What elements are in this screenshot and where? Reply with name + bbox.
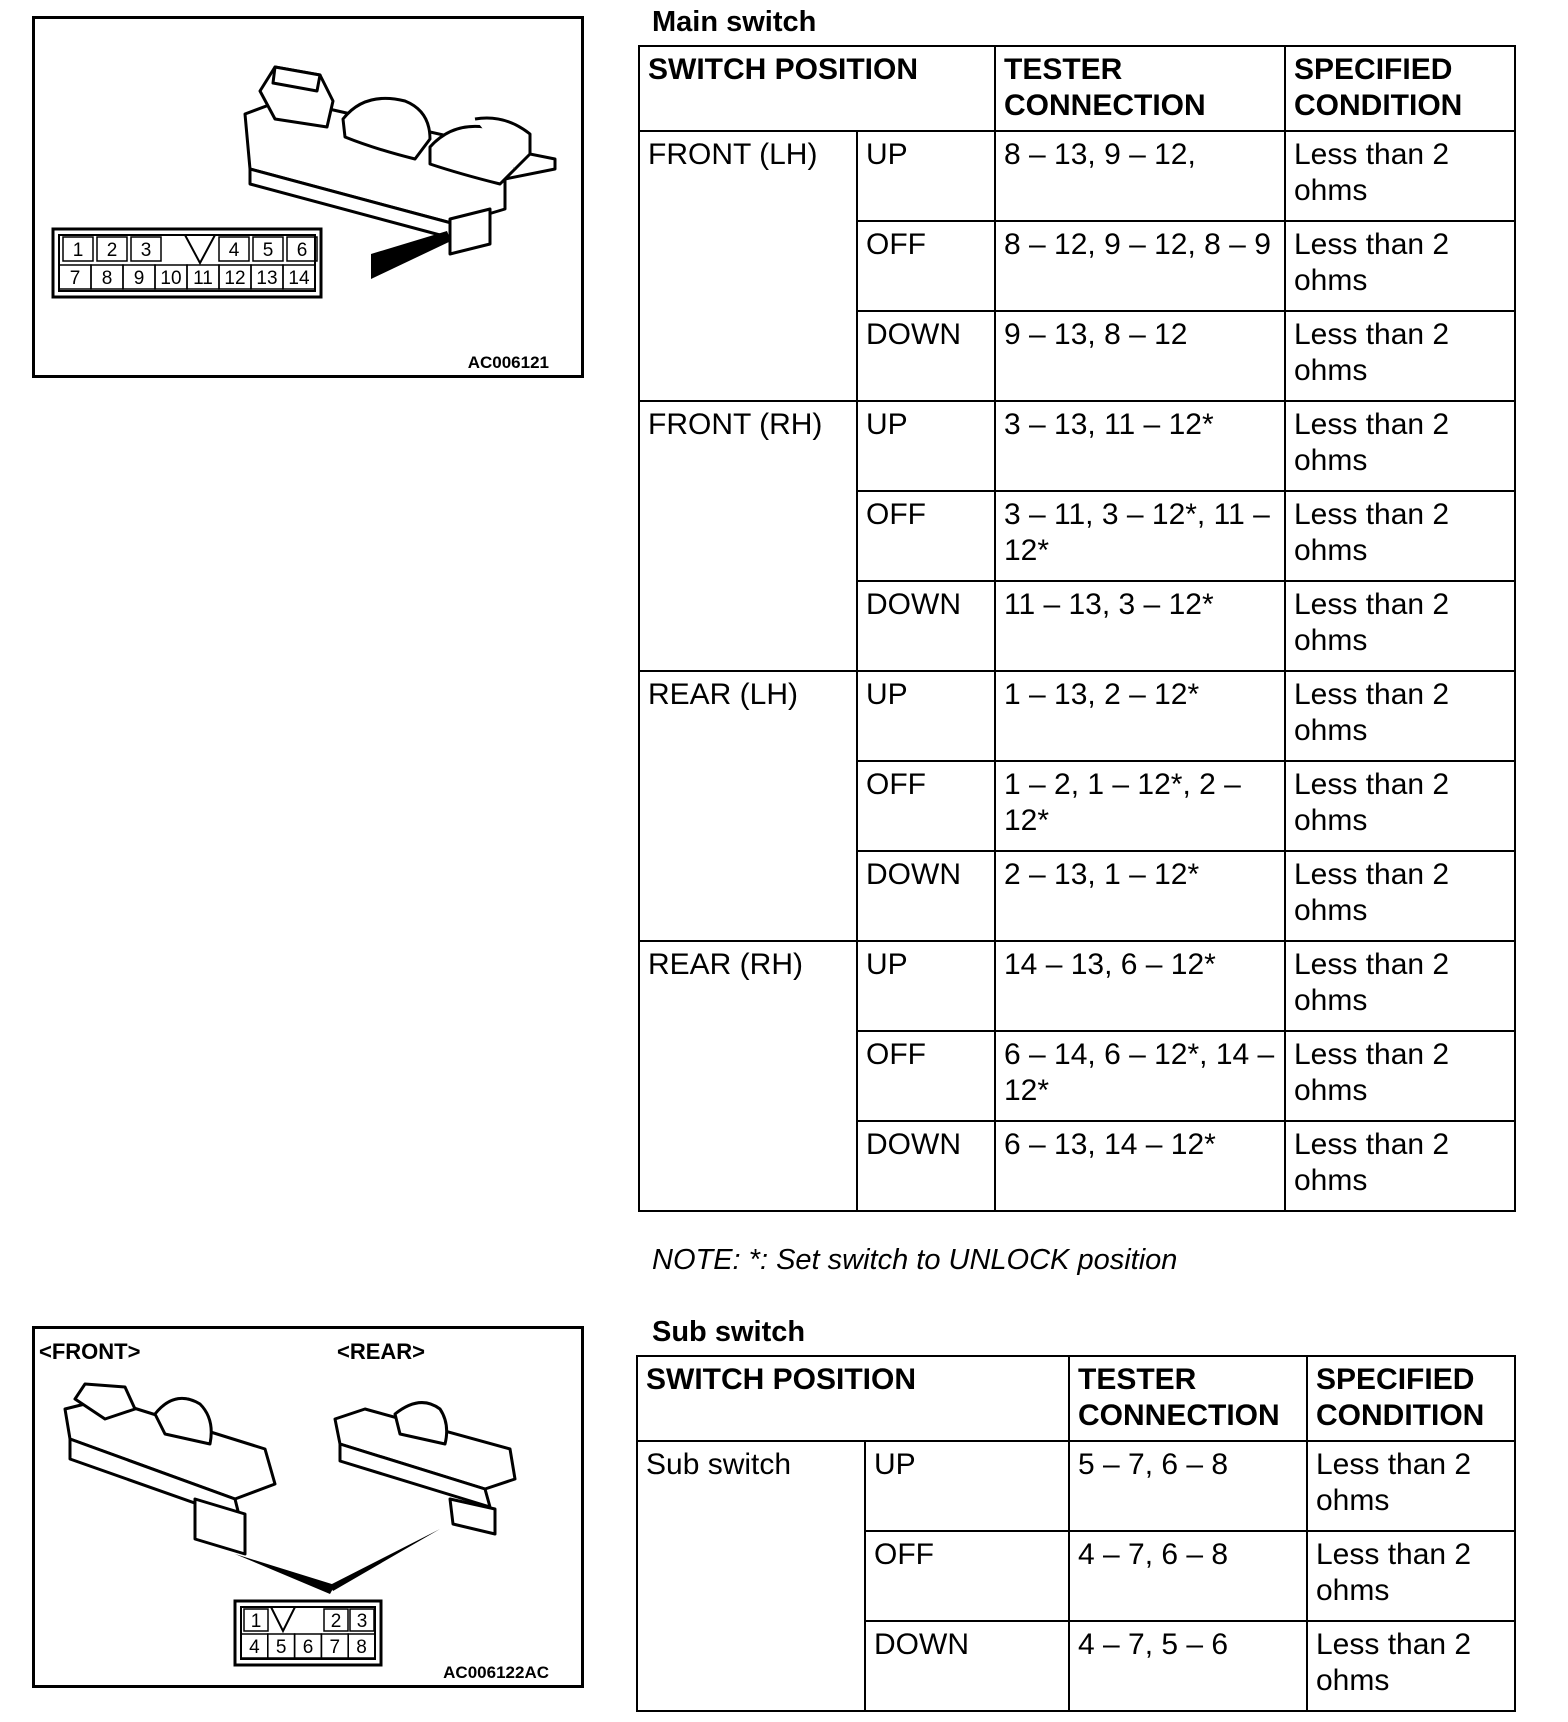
position-cell: OFF [865, 1531, 1069, 1621]
table-row [639, 671, 1515, 761]
connector-pin-label: 5 [262, 240, 274, 261]
sub-switch-figure [32, 1326, 584, 1688]
switch-group-cell: FRONT (RH) [639, 401, 857, 671]
connector-pin-label: 12 [224, 268, 246, 289]
connection-cell: 5 – 7, 6 – 8 [1069, 1441, 1307, 1531]
position-cell: UP [857, 941, 995, 1031]
connection-cell: 3 – 11, 3 – 12*, 11 – 12* [995, 491, 1285, 581]
table-row [639, 941, 1515, 1031]
figure-id: AC006121 [467, 353, 549, 372]
header-row [637, 1356, 1515, 1441]
condition-cell: Less than 2 ohms [1285, 671, 1515, 761]
connector-pin-label: 4 [228, 240, 240, 261]
header-tester-connection: TESTER CONNECTION [1069, 1356, 1307, 1441]
connector-pin-label: 2 [106, 240, 118, 261]
condition-cell: Less than 2 ohms [1285, 941, 1515, 1031]
rear-label: <REAR> [337, 1339, 426, 1364]
table-row [639, 131, 1515, 221]
main-switch-figure [32, 16, 584, 378]
main-switch-title: Main switch [652, 6, 817, 38]
connection-cell: 14 – 13, 6 – 12* [995, 941, 1285, 1031]
switch-group-cell: FRONT (LH) [639, 131, 857, 401]
connection-cell: 11 – 13, 3 – 12* [995, 581, 1285, 671]
header-specified-condition: SPECIFIED CONDITION [1307, 1356, 1515, 1441]
header-switch-position: SWITCH POSITION [637, 1356, 1069, 1441]
connector-pin-label: 7 [329, 1637, 341, 1658]
position-cell: DOWN [857, 311, 995, 401]
connector-pin-label: 9 [133, 268, 145, 289]
position-cell: DOWN [857, 1121, 995, 1211]
connector-pin-label: 13 [256, 268, 278, 289]
connection-cell: 8 – 12, 9 – 12, 8 – 9 [995, 221, 1285, 311]
connector-pin-label: 10 [160, 268, 182, 289]
switch-group-cell: REAR (RH) [639, 941, 857, 1211]
connection-cell: 6 – 14, 6 – 12*, 14 – 12* [995, 1031, 1285, 1121]
condition-cell: Less than 2 ohms [1285, 761, 1515, 851]
condition-cell: Less than 2 ohms [1285, 221, 1515, 311]
position-cell: UP [865, 1441, 1069, 1531]
connector-pin-label: 11 [193, 268, 213, 289]
front-label: <FRONT> [39, 1339, 141, 1364]
position-cell: OFF [857, 491, 995, 581]
condition-cell: Less than 2 ohms [1285, 491, 1515, 581]
note: NOTE: *: Set switch to UNLOCK position [652, 1244, 1178, 1276]
main-switch-drawing [35, 19, 581, 375]
connection-cell: 2 – 13, 1 – 12* [995, 851, 1285, 941]
sub-switch-drawing [35, 1329, 581, 1685]
position-cell: OFF [857, 221, 995, 311]
table-row [639, 401, 1515, 491]
connector-pin-label: 4 [249, 1637, 260, 1658]
connection-cell: 1 – 2, 1 – 12*, 2 – 12* [995, 761, 1285, 851]
condition-cell: Less than 2 ohms [1307, 1441, 1515, 1531]
connector-pin-label: 3 [140, 240, 152, 261]
connector-pin-label: 1 [72, 240, 84, 261]
position-cell: UP [857, 671, 995, 761]
connector-pin-label: 5 [275, 1637, 287, 1658]
position-cell: UP [857, 401, 995, 491]
position-cell: DOWN [857, 581, 995, 671]
connector-pin-label: 14 [288, 268, 310, 289]
main-switch-table [638, 45, 1516, 1212]
figure-id: AC006122AC [443, 1663, 549, 1682]
condition-cell: Less than 2 ohms [1307, 1531, 1515, 1621]
position-cell: UP [857, 131, 995, 221]
header-tester-connection: TESTER CONNECTION [995, 46, 1285, 131]
connector-pin-label: 6 [296, 240, 308, 261]
connector-pin-label: 8 [356, 1637, 367, 1658]
connector-pin-label: 1 [250, 1611, 262, 1632]
switch-group-cell: Sub switch [637, 1441, 865, 1711]
header-switch-position: SWITCH POSITION [639, 46, 995, 131]
position-cell: OFF [857, 761, 995, 851]
connection-cell: 6 – 13, 14 – 12* [995, 1121, 1285, 1211]
connector-pin-label: 6 [302, 1637, 314, 1658]
condition-cell: Less than 2 ohms [1285, 131, 1515, 221]
sub-switch-table [636, 1355, 1516, 1712]
sub-switch-title: Sub switch [652, 1316, 806, 1348]
header-row [639, 46, 1515, 131]
connection-cell: 4 – 7, 5 – 6 [1069, 1621, 1307, 1711]
condition-cell: Less than 2 ohms [1285, 401, 1515, 491]
condition-cell: Less than 2 ohms [1285, 581, 1515, 671]
connection-cell: 1 – 13, 2 – 12* [995, 671, 1285, 761]
table-row [637, 1441, 1515, 1531]
switch-group-cell: REAR (LH) [639, 671, 857, 941]
connection-cell: 4 – 7, 6 – 8 [1069, 1531, 1307, 1621]
connection-cell: 8 – 13, 9 – 12, [995, 131, 1285, 221]
condition-cell: Less than 2 ohms [1285, 311, 1515, 401]
connector-pin-label: 8 [101, 268, 113, 289]
connector-pin-label: 2 [330, 1611, 342, 1632]
header-specified-condition: SPECIFIED CONDITION [1285, 46, 1515, 131]
condition-cell: Less than 2 ohms [1285, 851, 1515, 941]
position-cell: DOWN [857, 851, 995, 941]
position-cell: DOWN [865, 1621, 1069, 1711]
condition-cell: Less than 2 ohms [1285, 1121, 1515, 1211]
connector-pin-label: 3 [356, 1611, 368, 1632]
connection-cell: 3 – 13, 11 – 12* [995, 401, 1285, 491]
position-cell: OFF [857, 1031, 995, 1121]
condition-cell: Less than 2 ohms [1285, 1031, 1515, 1121]
condition-cell: Less than 2 ohms [1307, 1621, 1515, 1711]
connection-cell: 9 – 13, 8 – 12 [995, 311, 1285, 401]
connector-pin-label: 7 [69, 268, 81, 289]
